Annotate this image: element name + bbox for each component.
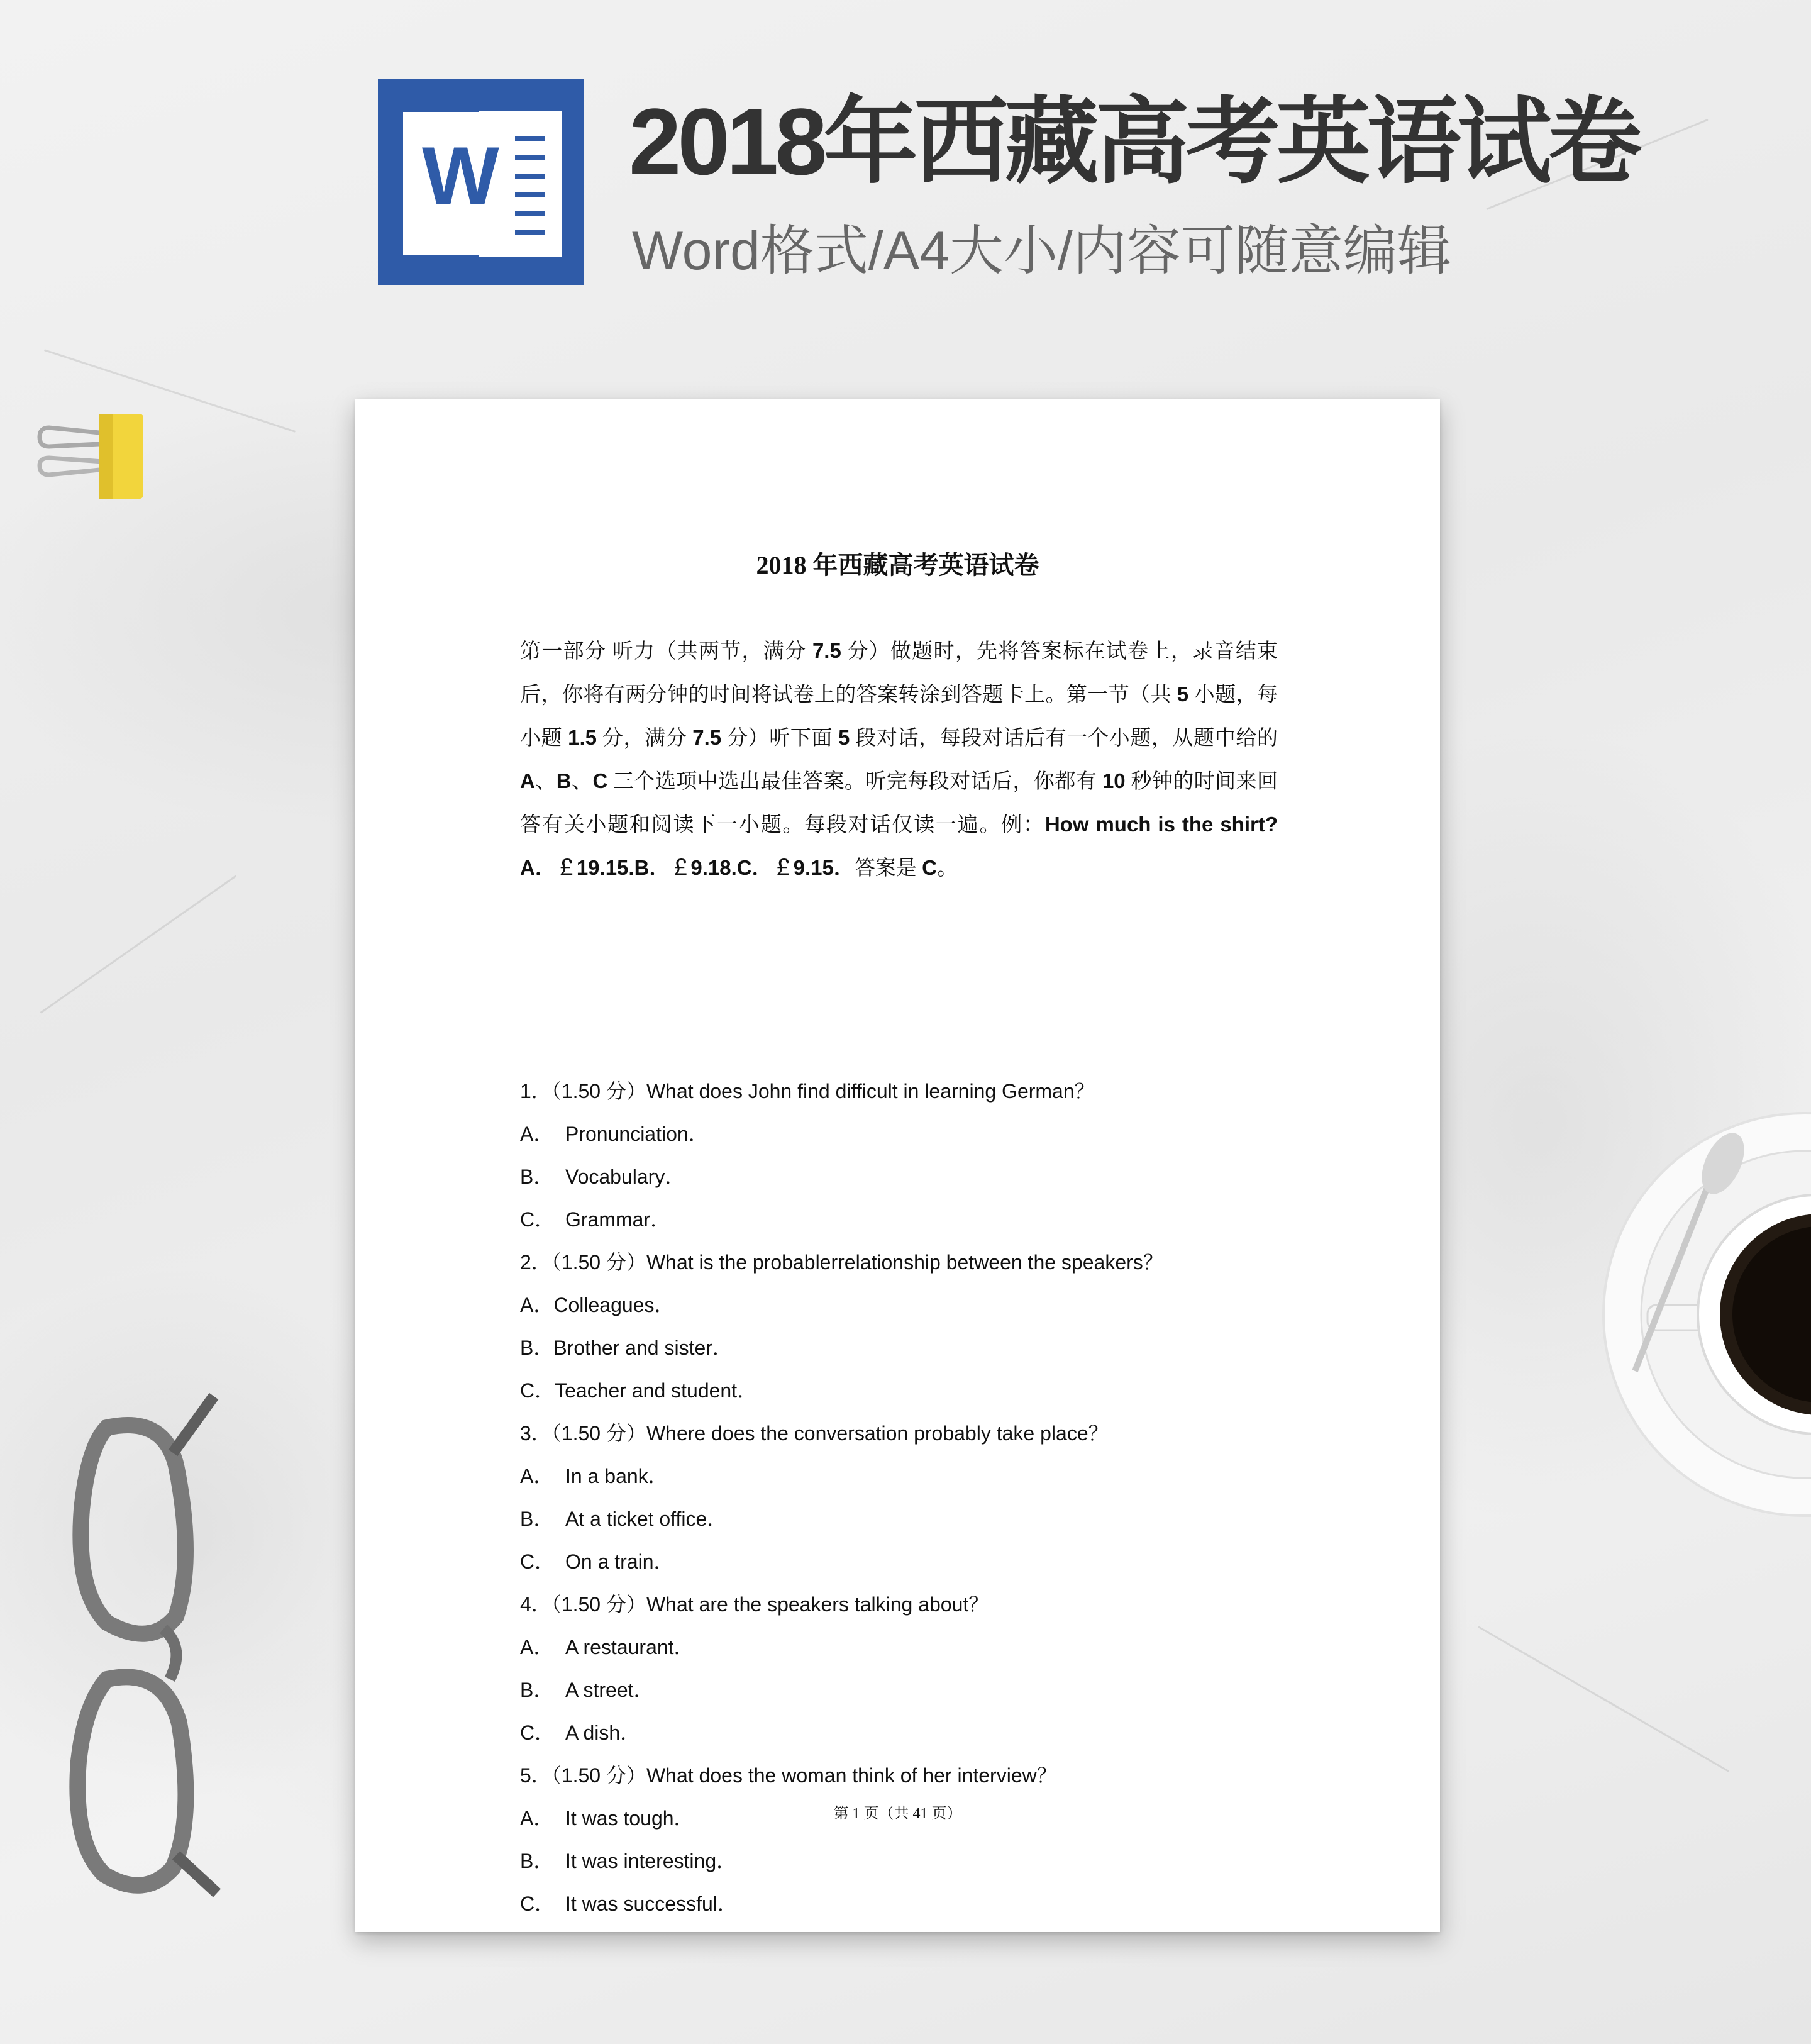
answer-option [520, 1626, 1278, 1669]
instruction-text: 10 [1102, 769, 1126, 792]
page-footer: 第 1 页（共 41 页） [833, 1806, 962, 1822]
line-text: C．Teacher and student． [520, 1379, 758, 1402]
option-letter: C． [520, 1721, 555, 1744]
option-text: Grammar． [565, 1208, 671, 1231]
instruction-text: A [520, 769, 535, 792]
question-line [520, 1326, 1278, 1369]
question-line [520, 1412, 1278, 1455]
instruction-text: How much is the shirt?A．￡19.15.B．￡9.18.C．￡9.15． [520, 813, 1278, 879]
option-text: In a bank． [565, 1465, 668, 1487]
instruction-text: 5 [1177, 682, 1189, 706]
answer-option [520, 1840, 1278, 1882]
option-text: It was interesting． [565, 1850, 737, 1872]
line-text: 4．（1.50 分）What are the speakers talking about？ [520, 1593, 989, 1616]
option-text: A dish． [565, 1721, 641, 1744]
answer-option [520, 1540, 1278, 1583]
instruction-text: 秒钟的时间来回答有关小题和阅读下一小题。每段对话仅读一遍。例： [520, 770, 1278, 836]
line-text: 5．（1.50 分）What does the woman think of her interview？ [520, 1764, 1057, 1787]
instruction-text: C [592, 769, 608, 792]
answer-option [520, 1155, 1278, 1198]
question-line [520, 1284, 1278, 1326]
option-text: At a ticket office． [565, 1508, 728, 1530]
instruction-text: 7.5 [692, 726, 722, 749]
listening-instructions [520, 630, 1278, 890]
option-letter: C． [520, 1550, 555, 1573]
instruction-text: 分，满分 [597, 727, 693, 750]
instruction-text: 、 [571, 770, 593, 793]
instruction-text: 。 [936, 857, 958, 880]
option-text: Vocabulary． [565, 1165, 685, 1188]
option-text: It was tough． [565, 1807, 694, 1830]
line-text: A．Colleagues． [520, 1294, 675, 1316]
instruction-text: 分）听下面 [721, 727, 838, 750]
option-letter: C． [520, 1208, 555, 1231]
option-text: A restaurant． [565, 1636, 694, 1658]
question-list [520, 1070, 1278, 1925]
document-title: 2018 年西藏高考英语试卷 [756, 551, 1039, 579]
instruction-text: 小题，每小题 [520, 684, 1278, 750]
instruction-text: 段对话，每段对话后有一个小题，从题中给的 [850, 727, 1278, 750]
instruction-text: 第一部分 听力（共两节，满分 [520, 640, 812, 663]
instruction-text: 1.5 [568, 726, 597, 749]
page-subtitle: Word格式/A4大小/内容可随意编辑 [632, 221, 1451, 281]
line-text: 2．（1.50 分）What is the probablerrelationship between the speakers？ [520, 1251, 1163, 1274]
coffee-cup-icon [1597, 1107, 1811, 1522]
instruction-text: 分）做题时，先将答案标在试卷上，录音结束后，你将有两分钟的时间将试卷上的答案转涂到答题卡上。第一节（共 [520, 640, 1278, 706]
answer-option [520, 1113, 1278, 1155]
answer-option [520, 1198, 1278, 1241]
binder-clip-icon [36, 409, 150, 503]
question-line [520, 1241, 1278, 1284]
option-letter: B． [520, 1165, 554, 1188]
option-letter: A． [520, 1465, 554, 1487]
answer-option [520, 1669, 1278, 1711]
option-text: A street． [565, 1679, 654, 1701]
option-letter: B． [520, 1508, 554, 1530]
option-text: Pronunciation． [565, 1123, 709, 1145]
page-title: 2018年西藏高考英语试卷 [629, 89, 1639, 194]
option-letter: A． [520, 1807, 554, 1830]
marble-vein [40, 875, 237, 1013]
option-text: It was successful． [565, 1892, 738, 1915]
question-line [520, 1070, 1278, 1113]
instruction-text: C [922, 856, 937, 879]
instruction-text: B [556, 769, 572, 792]
marble-vein [1478, 1626, 1729, 1772]
answer-option [520, 1711, 1278, 1754]
answer-option [520, 1497, 1278, 1540]
instruction-text: 7.5 [812, 639, 841, 662]
document-page [355, 399, 1440, 1932]
word-logo-letter: W [422, 130, 499, 221]
instruction-text: 、 [534, 770, 557, 793]
question-line [520, 1583, 1278, 1626]
option-letter: A． [520, 1636, 554, 1658]
line-text: 1．（1.50 分）What does John find difficult in learning German？ [520, 1080, 1095, 1103]
option-letter: B． [520, 1679, 554, 1701]
option-letter: C． [520, 1892, 555, 1915]
question-line [520, 1754, 1278, 1797]
instruction-text: 三个选项中选出最佳答案。听完每段对话后，你都有 [607, 770, 1102, 793]
instruction-text: 答案是 [854, 857, 922, 880]
option-text: On a train． [565, 1550, 674, 1573]
option-letter: B． [520, 1850, 554, 1872]
option-letter: A． [520, 1123, 554, 1145]
answer-option [520, 1882, 1278, 1925]
question-line [520, 1369, 1278, 1412]
answer-option [520, 1455, 1278, 1497]
line-text: 3．（1.50 分）Where does the conversation probably take place？ [520, 1422, 1109, 1445]
instruction-text: 5 [838, 726, 850, 749]
eyeglasses-icon [69, 1352, 233, 1906]
line-text: B．Brother and sister． [520, 1336, 733, 1359]
word-logo-icon [378, 79, 584, 285]
